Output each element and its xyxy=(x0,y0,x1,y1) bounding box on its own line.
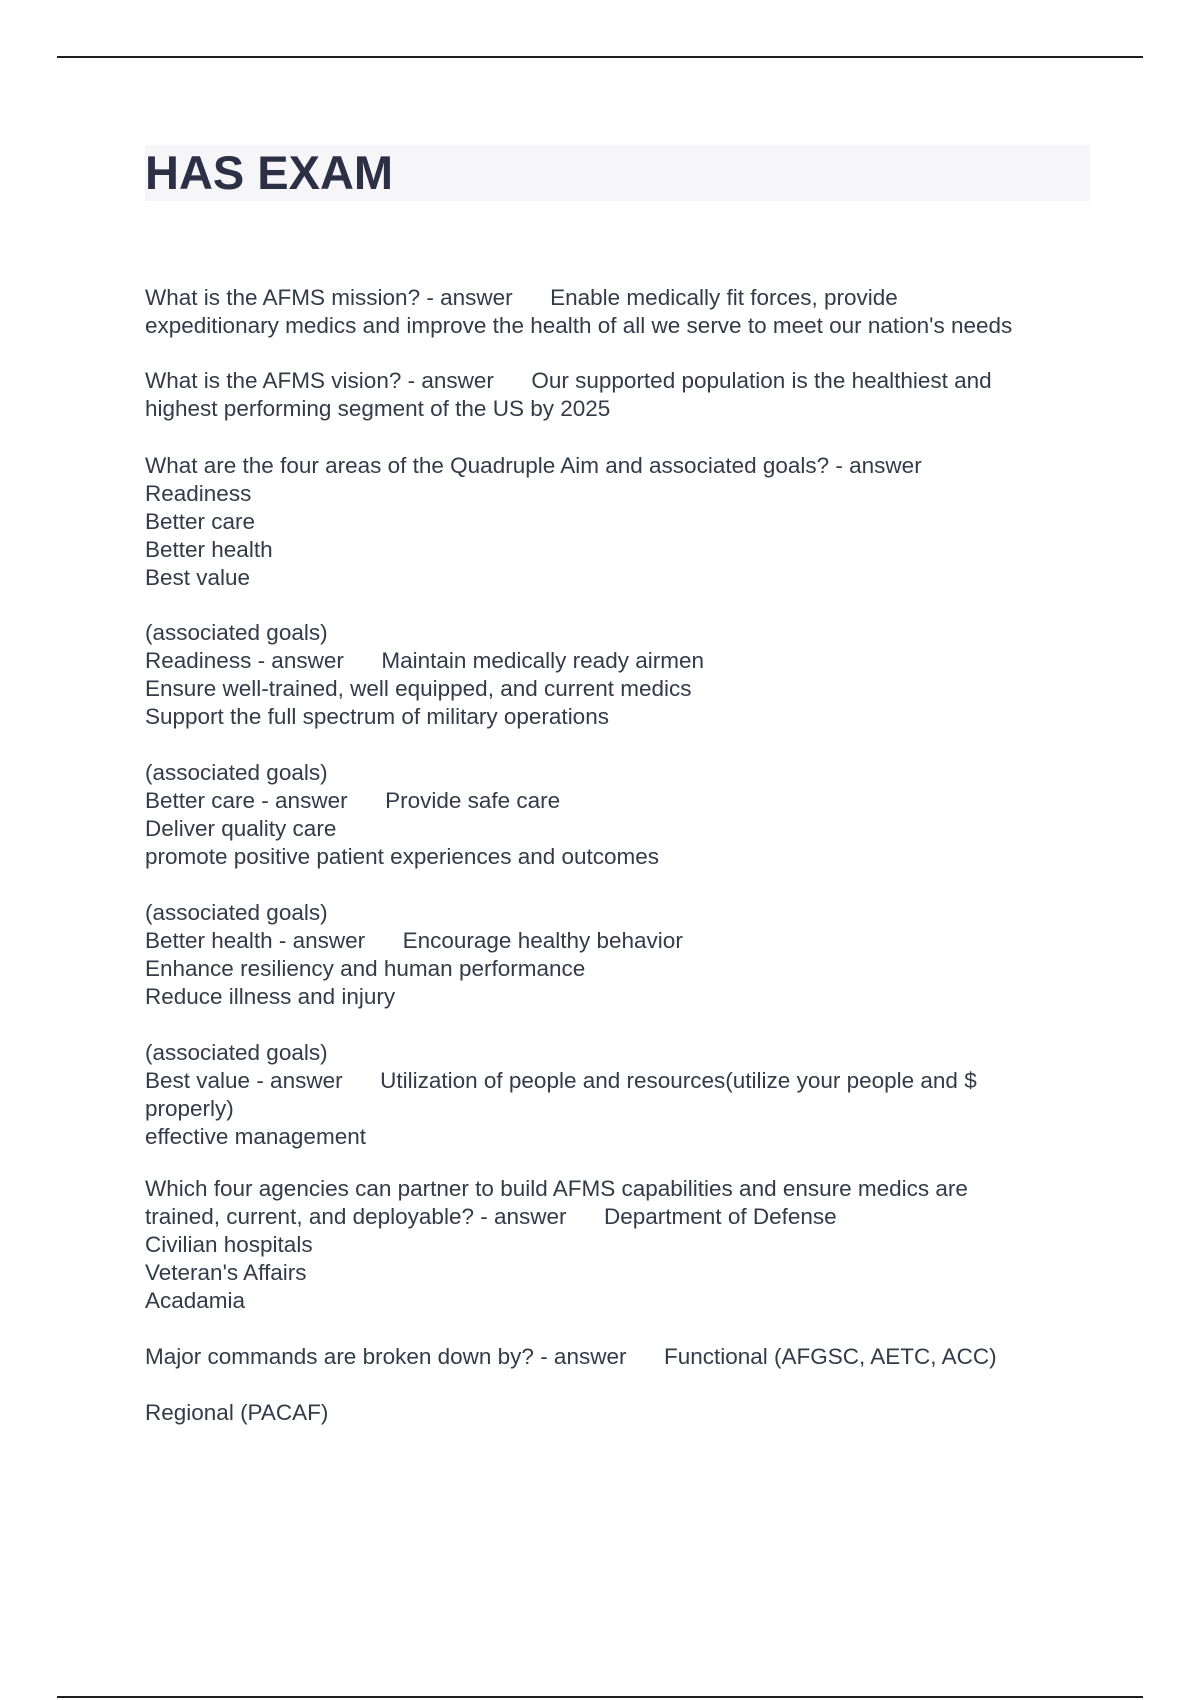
qa-block xyxy=(145,1343,1090,1371)
text-line: Support the full spectrum of military operations xyxy=(145,704,609,729)
text-line: properly) xyxy=(145,1096,234,1121)
text-line: Reduce illness and injury xyxy=(145,984,396,1009)
text-line: Acadamia xyxy=(145,1288,246,1313)
text-line: Readiness xyxy=(145,481,252,506)
text-line: What is the AFMS mission? - answer Enable medically fit forces, provide xyxy=(145,285,898,310)
qa-block xyxy=(145,1399,1090,1427)
qa-block xyxy=(145,759,1090,871)
text-line: Veteran's Affairs xyxy=(145,1260,307,1285)
text-line: Deliver quality care xyxy=(145,816,337,841)
text-line: Readiness - answer Maintain medically ready airmen xyxy=(145,648,704,673)
qa-block xyxy=(145,284,1090,340)
text-line: Ensure well-trained, well equipped, and current medics xyxy=(145,676,692,701)
text-line: (associated goals) xyxy=(145,900,328,925)
qa-block xyxy=(145,1175,1090,1315)
text-line: Better health - answer Encourage healthy behavior xyxy=(145,928,683,953)
bottom-rule xyxy=(57,1696,1143,1698)
text-line: (associated goals) xyxy=(145,620,328,645)
text-line: Enhance resiliency and human performance xyxy=(145,956,586,981)
title-banner xyxy=(145,145,1090,201)
text-line: Which four agencies can partner to build AFMS capabilities and ensure medics are xyxy=(145,1176,968,1201)
text-line: (associated goals) xyxy=(145,760,328,785)
text-line: effective management xyxy=(145,1124,366,1149)
qa-block xyxy=(145,367,1090,423)
text-line: What are the four areas of the Quadruple Aim and associated goals? - answer xyxy=(145,453,922,478)
document-title: HAS EXAM xyxy=(145,146,394,199)
text-line: Major commands are broken down by? - answer Functional (AFGSC, AETC, ACC) xyxy=(145,1344,997,1369)
text-line: Best value xyxy=(145,565,251,590)
qa-block xyxy=(145,452,1090,592)
text-line: Better health xyxy=(145,537,273,562)
text-line: (associated goals) xyxy=(145,1040,328,1065)
text-line: Civilian hospitals xyxy=(145,1232,313,1257)
text-line: What is the AFMS vision? - answer Our supported population is the healthiest and xyxy=(145,368,992,393)
top-rule xyxy=(57,56,1143,58)
text-line: Regional (PACAF) xyxy=(145,1400,329,1425)
qa-block xyxy=(145,619,1090,731)
text-line: Better care xyxy=(145,509,256,534)
text-line: Better care - answer Provide safe care xyxy=(145,788,561,813)
text-line: Best value - answer Utilization of people and resources(utilize your people and $ xyxy=(145,1068,977,1093)
text-line: trained, current, and deployable? - answer Department of Defense xyxy=(145,1204,837,1229)
text-line: promote positive patient experiences and outcomes xyxy=(145,844,660,869)
text-line: expeditionary medics and improve the health of all we serve to meet our nation's needs xyxy=(145,313,1013,338)
text-line: highest performing segment of the US by 2025 xyxy=(145,396,611,421)
qa-block xyxy=(145,899,1090,1011)
qa-block xyxy=(145,1039,1090,1151)
